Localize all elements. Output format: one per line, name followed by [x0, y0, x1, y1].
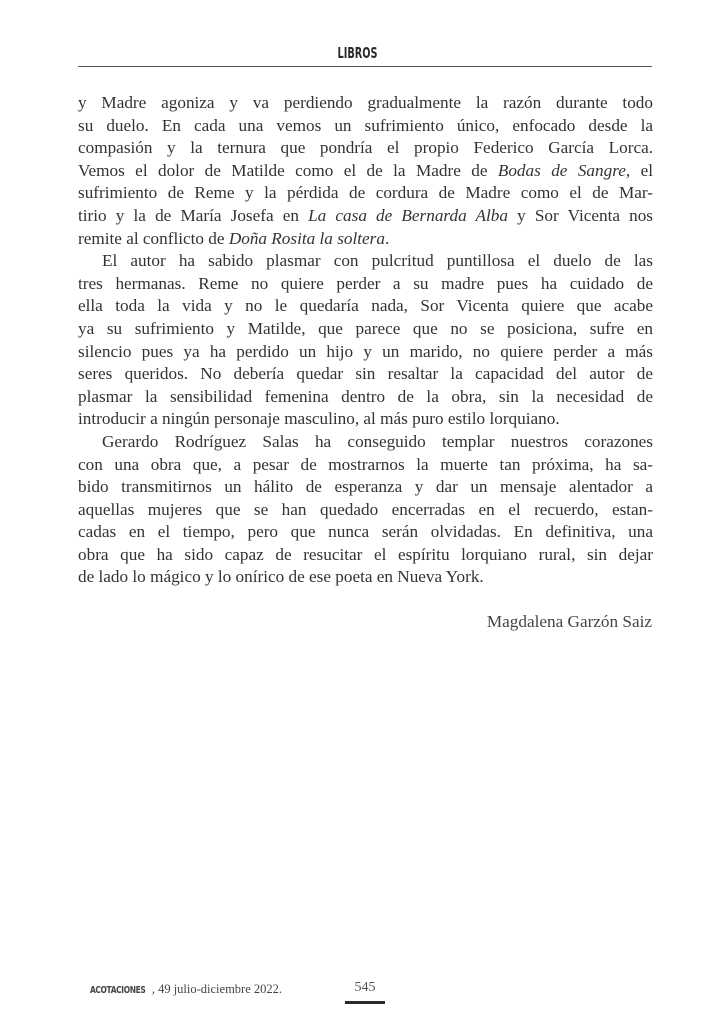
text-line [78, 363, 653, 386]
text-line [78, 205, 653, 228]
text-run: cadas en el tiempo, pero que nunca serán olvidadas. En definitiva, una [78, 522, 653, 542]
text-run: seres queridos. No debería quedar sin resaltar la capacidad del autor de [78, 364, 653, 384]
text-line [78, 228, 653, 251]
text-line [78, 521, 653, 544]
text-run: aquellas mujeres que se han quedado encerradas en el recuerdo, estan- [78, 499, 653, 519]
text-line [78, 341, 653, 364]
text-line [78, 92, 653, 115]
text-line [78, 160, 653, 183]
article-body [78, 92, 653, 589]
header-rule [78, 66, 652, 67]
text-run: ya su sufrimiento y Matilde, que parece que no se posiciona, sufre en [78, 318, 653, 338]
text-line [78, 431, 653, 454]
text-line [78, 295, 653, 318]
text-line [78, 544, 653, 567]
text-line [78, 566, 653, 589]
text-run: sufrimiento de Reme y la pérdida de cordura de Madre como el de Mar- [78, 183, 653, 203]
page-number: 545 [354, 980, 376, 995]
work-title: La casa de Bernarda Alba [308, 205, 508, 225]
journal-name: ACOTACIONES [90, 985, 146, 996]
paragraph [78, 431, 653, 589]
text-run: tres hermanas. Reme no quiere perder a su madre pues ha cuidado de [78, 273, 653, 293]
text-line [78, 476, 653, 499]
journal-issue: , 49 julio-diciembre 2022. [151, 982, 283, 996]
page-number-rule [345, 1001, 385, 1004]
running-head-section-title: LIBROS [337, 44, 378, 62]
author-signature: Magdalena Garzón Saiz [486, 612, 652, 631]
text-run: obra que ha sido capaz de resucitar el espíritu lorquiano rural, sin dejar [78, 544, 653, 564]
text-run: , el [625, 160, 653, 180]
text-line [78, 454, 653, 477]
paragraph [78, 250, 653, 431]
text-line [78, 250, 653, 273]
text-run: compasión y la ternura que pondría el propio Federico García Lorca. [78, 138, 653, 158]
text-run: su duelo. En cada una vemos un sufrimiento único, enfocado desde la [78, 115, 653, 135]
text-run: ella toda la vida y no le quedaría nada, Sor Vicenta quiere que acabe [78, 296, 653, 316]
work-title: Bodas de Sangre [497, 160, 626, 180]
text-line [78, 273, 653, 296]
text-run: remite al conflicto de [78, 228, 229, 248]
paragraph [78, 92, 653, 250]
text-run: El autor ha sabido plasmar con pulcritud puntillosa el duelo de las [102, 251, 653, 271]
text-run: . [384, 228, 390, 248]
text-line [78, 182, 653, 205]
text-run: introducir a ningún personaje masculino, al más puro estilo lorquiano. [78, 409, 560, 429]
text-run: Vemos el dolor de Matilde como el de la Madre de [78, 160, 498, 180]
text-run: de lado lo mágico y lo onírico de ese poeta en Nueva York. [78, 567, 484, 587]
text-line [78, 137, 653, 160]
text-line [78, 115, 653, 138]
text-line [78, 386, 653, 409]
text-run: con una obra que, a pesar de mostrarnos la muerte tan próxima, ha sa- [78, 454, 653, 474]
work-title: Doña Rosita la soltera [228, 228, 385, 248]
text-run: tirio y la de María Josefa en [78, 205, 309, 225]
text-line [78, 318, 653, 341]
text-run: y Madre agoniza y va perdiendo gradualmente la razón durante todo [78, 93, 653, 112]
text-line [78, 408, 653, 431]
text-line [78, 499, 653, 522]
footer-journal-citation [90, 982, 282, 997]
text-run: Gerardo Rodríguez Salas ha conseguido templar nuestros corazones [102, 431, 653, 451]
text-run: y Sor Vicenta nos [507, 205, 653, 225]
text-run: bido transmitirnos un hálito de esperanza y dar un mensaje alentador a [78, 477, 653, 497]
text-run: silencio pues ya ha perdido un hijo y un marido, no quiere perder a más [78, 341, 653, 361]
text-run: plasmar la sensibilidad femenina dentro de la obra, sin la necesidad de [78, 386, 653, 406]
